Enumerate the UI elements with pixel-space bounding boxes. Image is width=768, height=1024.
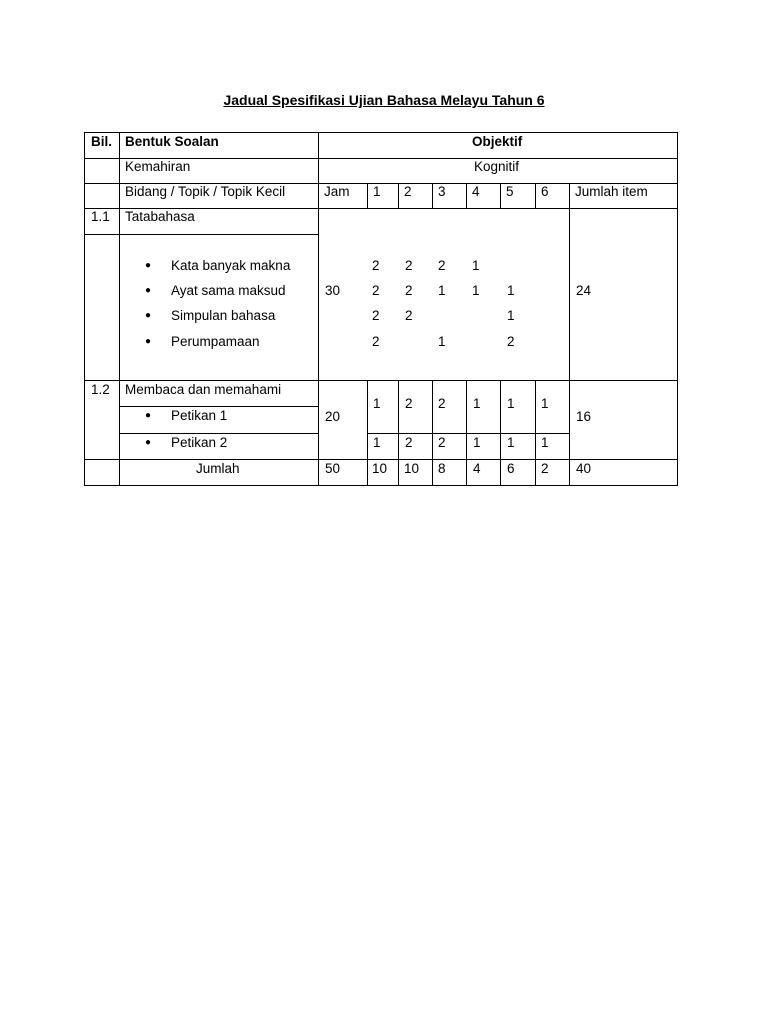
header-level: 3: [438, 184, 446, 199]
row-divider: [85, 380, 677, 381]
header-level: 4: [472, 184, 480, 199]
col-divider: [398, 380, 399, 485]
total-cell: 10: [372, 461, 388, 476]
table-cell: 1: [541, 435, 549, 450]
section-jumlah: 16: [576, 409, 592, 424]
col-divider: [535, 183, 536, 208]
bullet-icon: ●: [145, 410, 152, 421]
list-item: Kata banyak makna: [171, 258, 291, 273]
table-cell: 2: [405, 258, 413, 273]
col-divider: [367, 380, 368, 485]
table-cell: 1: [507, 283, 515, 298]
header-bidang: Bidang / Topik / Topik Kecil: [125, 184, 286, 199]
list-item: Petikan 2: [171, 435, 228, 450]
col-divider: [535, 380, 536, 485]
table-cell: 2: [405, 396, 413, 411]
section-topic: Tatabahasa: [125, 209, 195, 224]
total-cell: 4: [473, 461, 481, 476]
table-cell: 2: [372, 308, 380, 323]
header-objektif: Objektif: [472, 134, 523, 149]
table-cell: 2: [405, 435, 413, 450]
section-topic: Membaca dan memahami: [125, 382, 282, 397]
list-item: Petikan 1: [171, 408, 228, 423]
document-title: [0, 92, 768, 108]
total-jam: 50: [325, 461, 341, 476]
table-cell: 2: [438, 396, 446, 411]
table-cell: 2: [372, 283, 380, 298]
document-title-text: Jadual Spesifikasi Ujian Bahasa Melayu Tahun 6: [223, 92, 545, 108]
header-jumlah-item: Jumlah item: [575, 184, 648, 199]
table-cell: 2: [507, 334, 515, 349]
row-divider: [119, 433, 318, 434]
table-cell: 2: [372, 334, 380, 349]
list-item: Simpulan bahasa: [171, 308, 276, 323]
bullet-icon: ●: [145, 260, 152, 271]
table-cell: 1: [373, 396, 381, 411]
header-level: 1: [373, 184, 381, 199]
table-cell: 1: [473, 435, 481, 450]
row-divider: [119, 406, 318, 407]
table-cell: 1: [473, 396, 481, 411]
section-jam: 20: [325, 409, 341, 424]
row-divider: [85, 459, 677, 460]
col-divider: [119, 133, 120, 485]
header-kognitif: Kognitif: [474, 159, 520, 174]
table-cell: 1: [507, 308, 515, 323]
header-bil: Bil.: [91, 134, 113, 149]
col-divider: [432, 380, 433, 485]
table-cell: 1: [541, 396, 549, 411]
header-level: 5: [506, 184, 514, 199]
section-bil: 1.2: [91, 382, 110, 397]
col-divider: [569, 183, 570, 485]
total-cell: 6: [507, 461, 515, 476]
table-cell: 1: [438, 283, 446, 298]
col-divider: [318, 133, 319, 485]
table-cell: 2: [438, 435, 446, 450]
col-divider: [500, 380, 501, 485]
col-divider: [500, 183, 501, 208]
table-cell: 1: [472, 283, 480, 298]
total-jumlah: 40: [576, 461, 592, 476]
total-label: Jumlah: [196, 461, 240, 476]
list-item: Perumpamaan: [171, 334, 260, 349]
bullet-icon: ●: [145, 310, 152, 321]
total-cell: 2: [541, 461, 549, 476]
col-divider: [367, 183, 368, 208]
table-cell: 2: [438, 258, 446, 273]
bullet-icon: ●: [145, 285, 152, 296]
table-cell: 1: [507, 396, 515, 411]
specification-table: [84, 132, 678, 486]
header-bentuk-soalan: Bentuk Soalan: [125, 134, 219, 149]
header-level: 2: [404, 184, 412, 199]
bullet-icon: ●: [145, 336, 152, 347]
total-cell: 8: [438, 461, 446, 476]
table-cell: 2: [405, 308, 413, 323]
table-cell: 1: [438, 334, 446, 349]
section-bil: 1.1: [91, 209, 110, 224]
col-divider: [398, 183, 399, 208]
table-cell: 1: [507, 435, 515, 450]
table-cell: 1: [373, 435, 381, 450]
header-kemahiran: Kemahiran: [125, 159, 191, 174]
header-jam: Jam: [324, 184, 350, 199]
table-cell: 2: [405, 283, 413, 298]
total-cell: 10: [404, 461, 420, 476]
bullet-icon: ●: [145, 437, 152, 448]
header-level: 6: [541, 184, 549, 199]
table-cell: 1: [472, 258, 480, 273]
col-divider: [432, 183, 433, 208]
col-divider: [466, 183, 467, 208]
table-cell: 2: [372, 258, 380, 273]
col-divider: [466, 380, 467, 485]
section-jumlah: 24: [576, 283, 592, 298]
section-jam: 30: [325, 283, 341, 298]
list-item: Ayat sama maksud: [171, 283, 286, 298]
